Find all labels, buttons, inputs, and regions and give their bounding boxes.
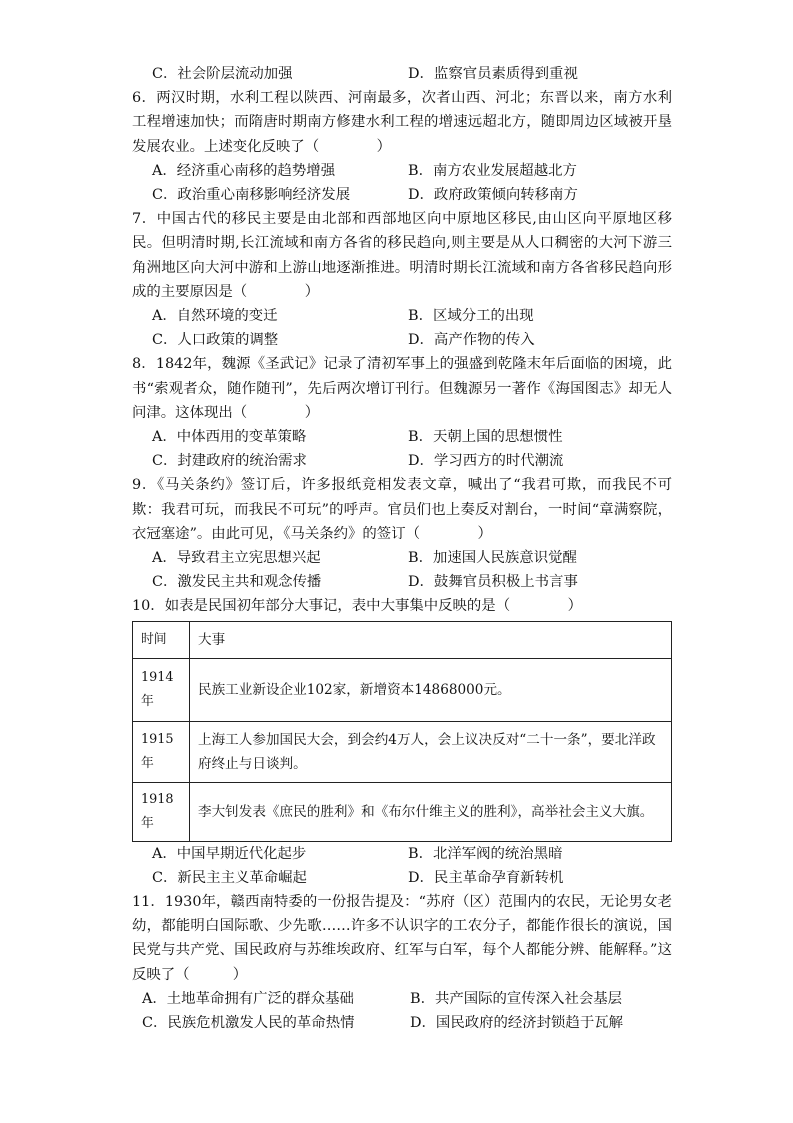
table-row [133,721,672,782]
table-row [133,782,672,841]
q9-option-a: A．导致君主立宪思想兴起 [152,550,321,567]
q5-option-c: C．社会阶层流动加强 [152,66,293,82]
q7-option-c: C．人口政策的调整 [152,332,279,349]
q10-stem: 10．如表是民国初年部分大事记，表中大事集中反映的是（ ） [132,598,583,615]
q11-option-a: A．土地革命拥有广泛的群众基础 [142,990,354,1007]
table-header-time: 时间 [133,621,190,658]
q6-option-b: B．南方农业发展超越北方 [408,162,577,179]
q7-option-b: B．区域分工的出现 [408,308,534,325]
q6-option-d: D．政府政策倾向转移南方 [408,187,578,204]
q5-option-d: D．监察官员素质得到重视 [408,66,578,82]
q8-option-b: B．天朝上国的思想惯性 [408,429,563,446]
q10-option-a: A．中国早期近代化起步 [152,845,307,862]
q9-option-c: C．激发民主共和观念传播 [152,574,322,591]
q6-option-a: A．经济重心南移的趋势增强 [152,162,336,179]
q10-options [132,842,672,890]
q6-stem: 6．两汉时期，水利工程以陕西、河南最多，次者山西、河北；东晋以来，南方水利工程增速加快；而隋唐时期南方修建水利工程的增速远超北方，随即周边区域被开垦发展农业。上述变化反映了（ ） [132,90,672,155]
table-header-row [133,621,672,658]
q7-options [132,304,672,352]
table-cell-event: 民族工业新设企业102家，新增资本14868000元。 [190,658,672,721]
q8-option-a: A．中体西用的变革策略 [152,429,307,446]
q11-option-c: C．民族危机激发人民的革命热情 [142,1015,355,1032]
q7-option-a: A．自然环境的变迁 [152,308,278,325]
table-cell-year: 1914年 [133,658,190,721]
exam-page [132,62,672,1035]
q11-options [132,987,672,1035]
q9-stem: 9．《马关条约》签订后，许多报纸竞相发表文章，喊出了“我君可欺，而我民不可欺：我君可玩，而我民不可玩”的呼声。官员们也上奏反对割台，一时间“章满察院，衣冠塞途”。由此可见，《马关条约》的签订（ ） [132,477,672,542]
table-cell-year: 1918年 [133,782,190,841]
q6-option-c: C．政治重心南移影响经济发展 [152,187,351,204]
table-cell-event: 李大钊发表《庶民的胜利》和《布尔什维主义的胜利》，高举社会主义大旗。 [190,782,672,841]
q8-option-d: D．学习西方的时代潮流 [408,453,564,470]
q10-option-b: B．北洋军阀的统治黑暗 [408,845,563,862]
q11-option-b: B．共产国际的宣传深入社会基层 [410,990,623,1007]
q6-options [132,159,672,207]
table-row [133,658,672,721]
q10-option-c: C．新民主主义革命崛起 [152,869,307,886]
q9-options [132,546,672,594]
q11-option-d: D．国民政府的经济封锁趋于瓦解 [410,1015,624,1032]
table-cell-year: 1915年 [133,721,190,782]
q9-option-d: D．鼓舞官员积极上书言事 [408,574,578,591]
q11-stem: 11．1930年，赣西南特委的一份报告提及：“苏府（区）范围内的农民，无论男女老幼，都能明白国际歌、少先歌……许多不认识字的工农分子，都能作很长的演说，国民党与共产党、国民政府与苏维埃政府、红军与白军，每个人都能分辨、能解释。”这反映了（ ） [132,894,672,983]
q8-option-c: C．封建政府的统治需求 [152,453,307,470]
q8-options [132,425,672,473]
table-cell-event: 上海工人参加国民大会，到会约4万人，会上议决反对“二十一条”，要北洋政府终止与日谈判。 [190,721,672,782]
q7-option-d: D．高产作物的传入 [408,332,535,349]
q7-stem: 7．中国古代的移民主要是由北部和西部地区向中原地区移民,由山区向平原地区移民。但明清时期,长江流域和南方各省的移民趋向,则主要是从人口稠密的大河下游三角洲地区向大河中游和上游山地逐渐推进。明清时期长江流域和南方各省移民趋向形成的主要原因是（ ） [132,211,672,300]
q8-stem: 8．1842年，魏源《圣武记》记录了清初军事上的强盛到乾隆末年后面临的困境，此书“索观者众，随作随刊”，先后两次增订刊行。但魏源另一著作《海国图志》却无人问津。这体现出（ ） [132,356,672,421]
q9-option-b: B．加速国人民族意识觉醒 [408,550,577,567]
table-header-event: 大事 [190,621,672,658]
q5-options [132,62,672,86]
q10-option-d: D．民主革命孕育新转机 [408,869,564,886]
events-table [132,621,672,842]
